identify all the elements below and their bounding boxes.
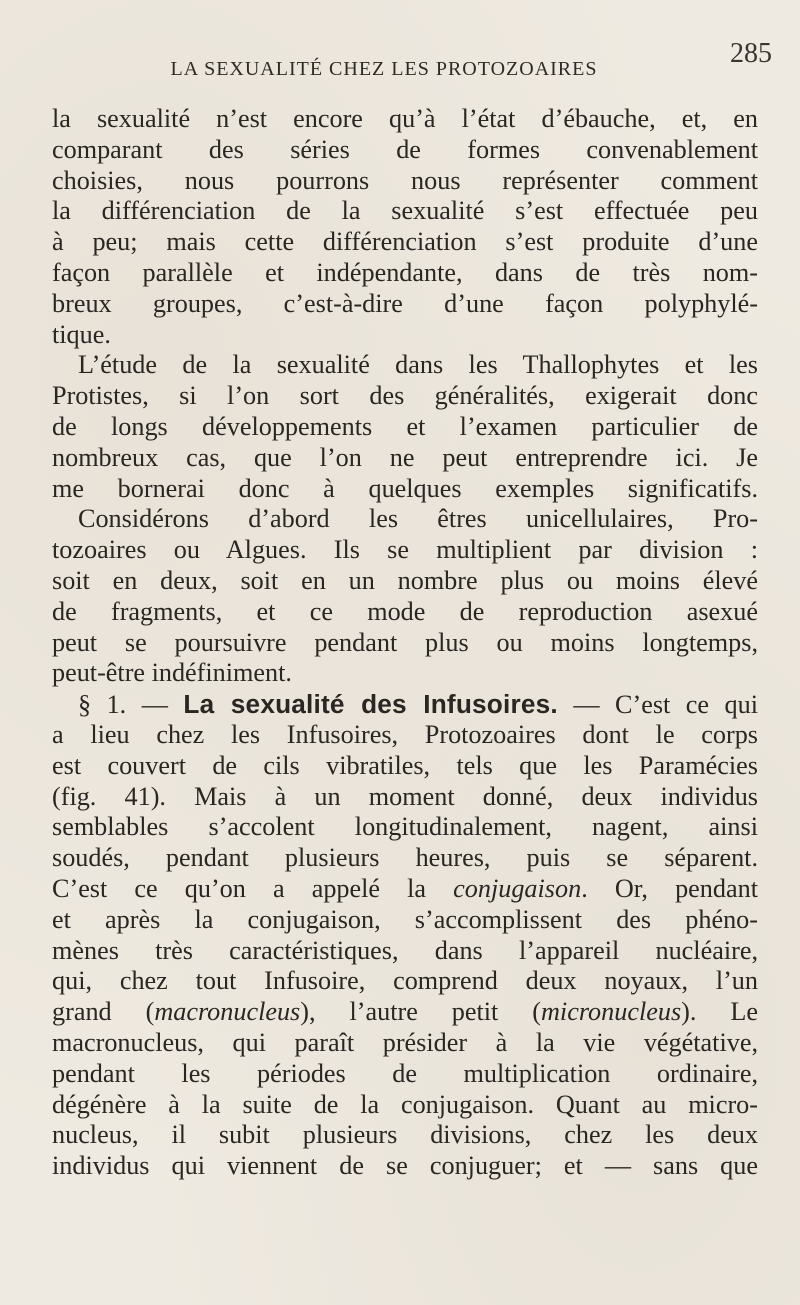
text-line: individus qui viennent de se conjuguer; et — sans que [52, 1151, 758, 1181]
text-line: breux groupes, c’est-à-dire d’une façon polyphylé- [52, 288, 758, 318]
text-line: Protistes, si l’on sort des généralités, exigerait donc [52, 381, 758, 411]
text-fragment: ). Le [681, 997, 758, 1027]
text-line: façon parallèle et indépendante, dans de très nom- [52, 257, 758, 287]
text-line: la différenciation de la sexualité s’est effectuée peu [52, 196, 758, 226]
text-line: comparant des séries de formes convenablement [52, 134, 758, 164]
text-line: soudés, pendant plusieurs heures, puis se séparent. [52, 843, 758, 873]
text-line: (fig. 41). Mais à un moment donné, deux individus [52, 781, 758, 811]
text-fragment: C’est ce qu’on a appelé la [52, 873, 454, 903]
running-title: LA SEXUALITÉ CHEZ LES PROTOZOAIRES [170, 58, 598, 80]
section-mark: § 1. — [78, 690, 184, 720]
text-line: à peu; mais cette différenciation s’est produite d’une [52, 227, 758, 257]
text-line: me bornerai donc à quelques exemples significatifs. [52, 473, 758, 503]
text-line: Considérons d’abord les êtres unicellulaires, Pro- [78, 504, 758, 534]
text-line: macronucleus, qui paraît présider à la vie végétative, [52, 1027, 758, 1057]
text-line: nombreux cas, que l’on ne peut entreprendre ici. Je [52, 442, 758, 472]
text-line: tique. [52, 319, 111, 349]
text-line: la sexualité n’est encore qu’à l’état d’ébauche, et, en [52, 104, 758, 133]
text-line: a lieu chez les Infusoires, Protozoaires dont le corps [52, 719, 758, 749]
section-rest: — C’est ce qui [557, 690, 759, 720]
italic-term: micronucleus [541, 997, 682, 1027]
text-line: qui, chez tout Infusoire, comprend deux noyaux, l’un [52, 966, 758, 996]
text-line: de fragments, et ce mode de reproduction asexué [52, 596, 758, 626]
text-line: semblables s’accolent longitudinalement, nagent, ainsi [52, 812, 758, 842]
text-line: dégénère à la suite de la conjugaison. Quant au micro- [52, 1089, 758, 1119]
text-line [52, 997, 758, 1028]
text-line: nucleus, il subit plusieurs divisions, chez les deux [52, 1120, 758, 1150]
book-page [52, 20, 772, 1182]
text-line: peut se poursuivre pendant plus ou moins longtemps, [52, 627, 758, 657]
text-line: mènes très caractéristiques, dans l’appareil nucléaire, [52, 935, 758, 965]
text-fragment: grand ( [52, 997, 155, 1027]
text-line [52, 874, 758, 905]
section-heading-line [52, 689, 758, 720]
text-fragment: . Or, pendant [581, 873, 758, 903]
text-line: pendant les périodes de multiplication ordinaire, [52, 1058, 758, 1088]
page-number: 285 [730, 38, 772, 69]
italic-term: macronucleus [154, 997, 301, 1027]
section-title: La sexualité des Infusoires. [183, 689, 558, 720]
body-text [52, 104, 758, 1182]
text-line: soit en deux, soit en un nombre plus ou moins élevé [52, 565, 758, 595]
italic-term: conjugaison [453, 873, 582, 903]
text-line: peut-être indéfiniment. [52, 658, 292, 688]
text-line: tozoaires ou Algues. Ils se multiplient par division : [52, 535, 758, 565]
running-head [52, 20, 772, 80]
text-line: choisies, nous pourrons nous représenter comment [52, 165, 758, 195]
text-line: L’étude de la sexualité dans les Thallophytes et les [78, 350, 758, 380]
text-line: et après la conjugaison, s’accomplissent des phéno- [52, 904, 758, 934]
text-line: est couvert de cils vibratiles, tels que les Paramécies [52, 750, 758, 780]
text-line: de longs développements et l’examen particulier de [52, 411, 758, 441]
text-fragment: ), l’autre petit ( [300, 997, 542, 1027]
